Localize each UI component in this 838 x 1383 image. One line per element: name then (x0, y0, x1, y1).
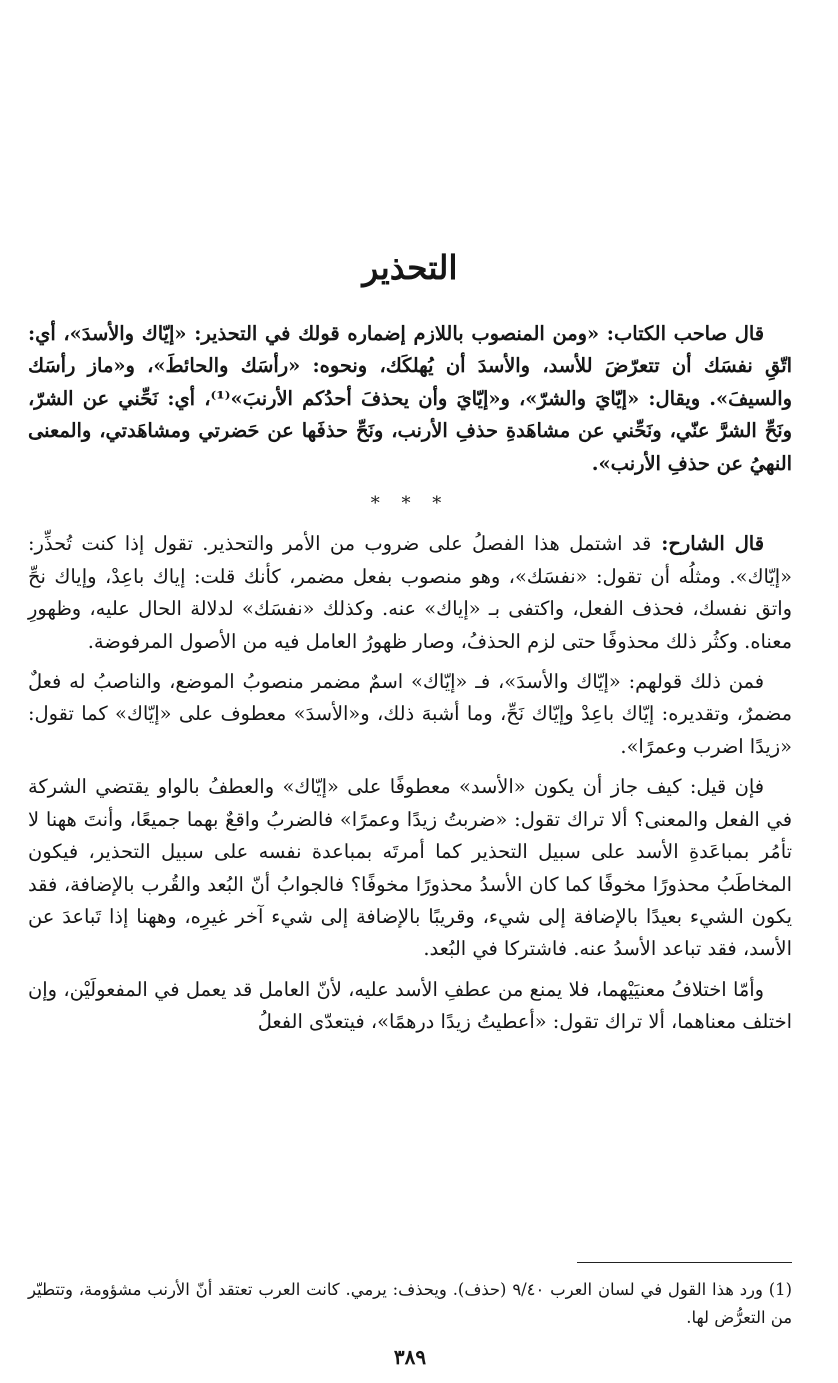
book-page (28, 0, 792, 1383)
main-text (28, 318, 792, 1047)
paragraph-text: وأمّا اختلافُ معنيَيْهما، فلا يمنع من عطفِ الأسد عليه، لأنّ العامل قد يعمل في المفعولَيْن، وإن اختلف معناهما، ألا تراك تقول: «أعطيتُ زيدًا درهمًا»، فيتعدّى الفعلُ (28, 977, 792, 1034)
commentary-paragraph-2 (28, 666, 792, 763)
section-separator: * * * (370, 493, 450, 515)
commentary-paragraph-4 (28, 974, 792, 1039)
page-number: ٣٨٩ (393, 1345, 427, 1369)
author-lead: قال صاحب الكتاب: (599, 322, 765, 345)
commentator-lead: قال الشارح: (651, 532, 764, 556)
footnote-divider (577, 1262, 792, 1263)
commentary-paragraph-1 (28, 528, 792, 658)
author-paragraph (28, 318, 792, 480)
paragraph-text: قد اشتمل هذا الفصلُ على ضروب من الأمر والتحذير. تقول إذا كنت تُحذِّر: «إيّاك». ومثلُه أن تقول: «نفسَك»، وهو منصوب بفعل مضمر، كأنك قلت: إياك باعِدْ، وإياك نحِّ واتق نفسك، فحذف الفعل، واكتفى بـ «إياك» عنه. وكذلك «نفسَك» لدلالة الحال عليه، وظهورِ معناه. وكثُر ذلك محذوفًا حتى لزم الحذفُ، وصار ظهورُ العامل فيه من الأصول المرفوضة. (28, 532, 792, 653)
author-quote: «ومن المنصوب باللازم إضماره قولك في التحذير: «إيّاك والأسدَ»، أي: اتّقِ نفسَك أن تتعرّضَ للأسد، والأسدَ أن يُهلكَك، ونحوه: «رأسَك والحائطَ»، و«ماز رأسَك والسيفَ». ويقال: «إيّايَ والشرّ»، و«إيّايَ وأن يحذفَ أحدُكم الأرنبَ»⁽¹⁾، أي: نَحِّني عن الشرّ، ونَحِّ الشرَّ عنّي، ونَحِّني عن مشاهَدةِ حذفِ الأرنب، ونَحِّ حذفَها عن حَضرتي ومشاهَدتي، والمعنى النهيُ عن حذفِ الأرنب». (28, 322, 793, 475)
paragraph-text: فمن ذلك قولهم: «إيّاك والأسدَ»، فـ «إيّاك» اسمٌ مضمر منصوبُ الموضع، والناصبُ له فعلٌ مضمرٌ، وتقديره: إيّاك باعِدْ وإيّاك نَحِّ، وما أشبهَ ذلك، و«الأسدَ» معطوف على «إيّاك» كما تقول: «زيدًا اضرب وعمرًا». (28, 670, 792, 758)
chapter-title: التحذير (362, 248, 458, 288)
paragraph-text: فإن قيل: كيف جاز أن يكون «الأسد» معطوفًا على «إيّاك» والعطفُ بالواو يقتضي الشركة في الفعل والمعنى؟ ألا تراك تقول: «ضربتُ زيدًا وعمرًا» فالضربُ واقعٌ بهما جميعًا، وأنتَ ههنا لا تأمُر بمباعَدةِ الأسد على سبيل التحذير كما أمرتَه بمباعدة نفسه على سبيل التحذير، فيكون المخاطَبُ محذورًا مخوفًا كما كان الأسدُ محذورًا مخوفًا؟ فالجوابُ أنّ البُعد والقُرب بالإضافة، فقد يكون الشيء بعيدًا بالإضافة إلى شيء، وقريبًا بالإضافة إلى شيء آخر غيرِه، وههنا إذا تَباعدَ عن الأسد، فقد تباعد الأسدُ عنه. فاشتركا في البُعد. (28, 775, 792, 961)
footnote: (1) ورد هذا القول في لسان العرب ٩/٤٠ (حذف). ويحذف: يرمي. كانت العرب تعتقد أنّ الأرنب مشؤومة، وتتطيّر من التعرُّض لها. (28, 1280, 792, 1327)
commentary-paragraph-3 (28, 771, 792, 965)
